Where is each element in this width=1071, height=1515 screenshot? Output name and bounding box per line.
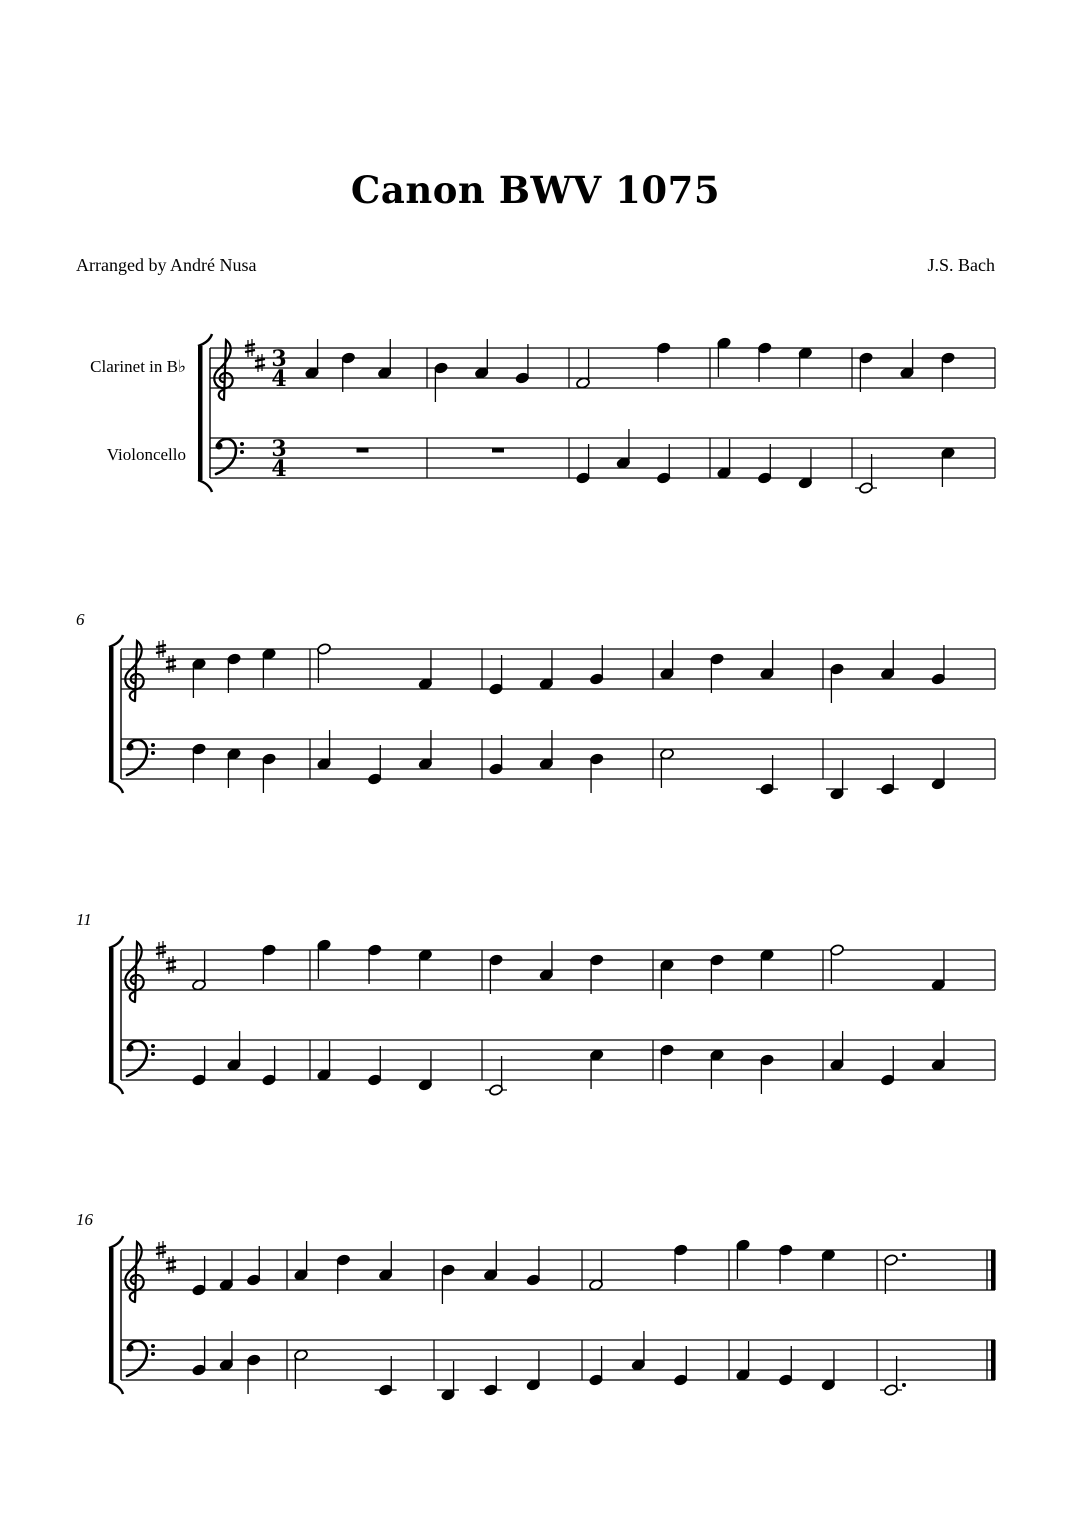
bass-clef-dot [240,450,244,454]
staff-clarinet [121,649,995,689]
note [377,339,392,379]
note [941,447,956,487]
note [830,944,845,984]
sharp-icon [255,354,265,372]
note [931,951,946,991]
bass-clef-icon [216,439,245,474]
note [660,640,675,680]
note [294,1241,309,1281]
sharp-icon [166,655,176,673]
note [539,941,554,981]
note [378,1241,393,1281]
note [760,1054,775,1094]
sharp-icon [166,1256,176,1274]
bracket-bottom [109,1382,123,1394]
bass-clef-dot [216,443,223,450]
note [434,362,449,402]
note [305,339,320,379]
bass-clef-dot [127,1045,134,1052]
note [375,1356,397,1396]
note [262,753,277,793]
note [526,1351,541,1391]
note [778,1244,793,1284]
note [367,745,382,785]
note [227,1031,242,1071]
augmentation-dot [902,1253,906,1257]
note [526,1246,541,1286]
augmentation-dot [902,1383,906,1387]
note [830,663,845,703]
note [576,349,591,389]
note [757,444,772,484]
note [931,645,946,685]
sharp-bar [245,344,255,346]
bass-clef-dot [151,1052,155,1056]
bass-clef-dot [127,1345,134,1352]
note [418,650,433,690]
instrument-label-clarinet: Clarinet in B♭ [90,357,186,376]
note [441,1264,456,1304]
bracket-bar [109,647,114,781]
note [673,1346,688,1386]
note [589,954,604,994]
note [192,1046,207,1086]
time-signature [271,346,286,392]
bass-clef-icon [127,1341,156,1376]
note [227,653,242,693]
note [219,1331,234,1371]
bracket-bar [109,948,114,1082]
note [437,1361,459,1401]
note [589,1346,604,1386]
staff-cello [210,438,995,478]
note [262,1046,277,1086]
note [262,944,277,984]
note [880,1356,906,1396]
note [660,959,675,999]
note [931,1031,946,1071]
note [418,1051,433,1091]
note [589,645,604,685]
note [192,743,207,783]
note [246,1354,261,1394]
note [489,954,504,994]
note [317,1041,332,1081]
sharp-bar [156,645,166,647]
note [483,1241,498,1281]
bracket-top [109,635,123,647]
treble-clef-path [214,340,232,400]
sharp-bar [245,350,255,352]
treble-clef-icon [125,1242,143,1302]
bass-clef-dot [151,751,155,755]
page-title: Canon BWV 1075 [350,168,721,212]
note [192,658,207,698]
note [616,429,631,469]
note [736,1341,751,1381]
bracket-bar [198,346,203,480]
sharp-bar [156,651,166,653]
bass-clef-dot [151,1352,155,1356]
note [760,949,775,989]
note [489,655,504,695]
sharp-bar [166,967,176,969]
time-sig-denominator: 4 [271,456,287,482]
bass-clef-icon [127,1041,156,1076]
sharp-bar [166,1267,176,1269]
measure-number-16: 16 [76,1210,93,1229]
bracket-top [109,936,123,948]
note [480,1356,502,1396]
note [880,640,895,680]
sharp-bar [255,359,265,361]
staff-cello [121,1040,995,1080]
note [660,748,675,788]
time-signature [271,436,286,482]
note [798,347,813,387]
note [710,653,725,693]
sharp-bar [166,961,176,963]
note [341,352,356,392]
treble-clef-path [125,641,143,701]
bracket-bottom [198,480,212,492]
treble-clef-icon [125,641,143,701]
sharp-bar [255,365,265,367]
bracket-top [109,1236,123,1248]
note [192,951,207,991]
bass-clef-dot [151,743,155,747]
staff-cello [121,739,995,779]
note [317,939,332,979]
final-barline [991,1250,995,1290]
note [367,1046,382,1086]
note [219,1251,234,1291]
note [656,444,671,484]
note [539,730,554,770]
bass-clef-dot [240,442,244,446]
note [756,755,778,795]
note [294,1349,309,1389]
whole-rest [492,448,504,453]
bass-clef-dot [151,1044,155,1048]
sharp-bar [166,1261,176,1263]
note [418,949,433,989]
measure-number-11: 11 [76,910,92,929]
note [539,650,554,690]
note [660,1044,675,1084]
note [631,1331,646,1371]
time-sig-numerator: 3 [271,346,287,372]
arranger-credit: Arranged by André Nusa [76,255,257,275]
note [710,1049,725,1089]
note [262,648,277,688]
note [589,753,604,793]
bass-clef-dot [151,1344,155,1348]
note [884,1253,906,1294]
note [859,352,874,392]
note [418,730,433,770]
bracket-bar [109,1248,114,1382]
note [227,748,242,788]
staff-clarinet [210,348,995,388]
note [710,954,725,994]
sharp-bar [166,666,176,668]
note [515,344,530,384]
note [826,760,848,800]
note [589,1049,604,1089]
note [246,1246,261,1286]
sharp-bar [156,1246,166,1248]
sharp-bar [166,660,176,662]
note [736,1239,751,1279]
bracket-bottom [109,781,123,793]
note [489,735,504,775]
note [855,454,877,494]
sharp-bar [156,952,166,954]
note [317,643,332,683]
composer-credit: J.S. Bach [927,255,995,275]
note [192,1256,207,1296]
sharp-bar [156,1252,166,1254]
note [192,1336,207,1376]
treble-clef-icon [125,942,143,1002]
note [576,444,591,484]
note [880,1046,895,1086]
note [367,944,382,984]
staff-clarinet [121,950,995,990]
note [798,449,813,489]
bass-clef-dot [127,744,134,751]
note [474,339,489,379]
time-sig-denominator: 4 [271,366,287,392]
note [673,1244,688,1284]
bracket-top [198,334,212,346]
note [821,1249,836,1289]
note [485,1056,507,1096]
bass-clef-icon [127,740,156,775]
note [656,342,671,382]
instrument-label-cello: Violoncello [106,445,186,464]
whole-rest [357,448,369,453]
note [778,1346,793,1386]
sharp-bar [156,946,166,948]
note [900,339,915,379]
treble-clef-path [125,942,143,1002]
sharp-icon [166,956,176,974]
time-sig-numerator: 3 [271,436,287,462]
treble-clef-icon [214,340,232,400]
measure-number-6: 6 [76,610,85,629]
note [717,337,732,377]
note [589,1251,604,1291]
treble-clef-path [125,1242,143,1302]
note [760,640,775,680]
note [336,1254,351,1294]
note [931,750,946,790]
note [717,439,732,479]
note [877,755,899,795]
note [757,342,772,382]
note [317,730,332,770]
note [941,352,956,392]
final-barline [991,1340,995,1380]
note [830,1031,845,1071]
bracket-bottom [109,1082,123,1094]
note [821,1351,836,1391]
